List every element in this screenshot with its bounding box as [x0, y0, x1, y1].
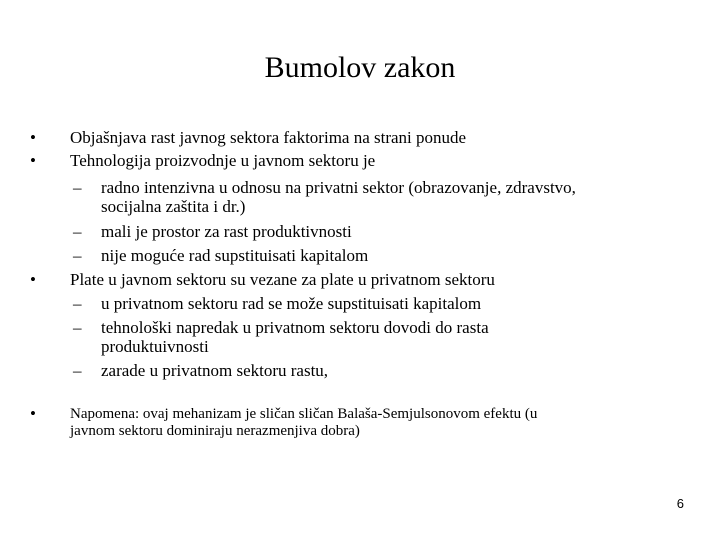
- note-text-continued: javnom sektoru dominiraju nerazmenjiva dobra): [70, 423, 360, 439]
- sub-item-text: nije moguće rad supstituisati kapitalom: [101, 246, 369, 265]
- bullet-item-text: Tehnologija proizvodnje u javnom sektoru je: [70, 151, 376, 170]
- sub-bullet-marker: –: [73, 222, 82, 241]
- bullet-item-text: Objašnjava rast javnog sektora faktorima na strani ponude: [70, 128, 467, 147]
- note-bullet-marker: •: [30, 404, 36, 423]
- bullet-marker: •: [30, 128, 36, 147]
- sub-bullet-marker: –: [73, 361, 82, 380]
- sub-item-text: u privatnom sektoru rad se može supstituisati kapitalom: [101, 294, 482, 313]
- sub-item-text: tehnološki napredak u privatnom sektoru dovodi do rasta: [101, 318, 489, 337]
- bullet-item-text: Plate u javnom sektoru su vezane za plate u privatnom sektoru: [70, 270, 495, 289]
- bullet-marker: •: [30, 270, 36, 289]
- sub-bullet-marker: –: [73, 178, 82, 197]
- slide-title: Bumolov zakon: [264, 51, 456, 84]
- sub-item-text: radno intenzivna u odnosu na privatni sektor (obrazovanje, zdravstvo,: [101, 178, 576, 197]
- note-text: Napomena: ovaj mehanizam je sličan sličan Balaša-Semjulsonovom efektu (u: [70, 406, 538, 422]
- sub-bullet-marker: –: [73, 294, 82, 313]
- sub-item-text-continued: produktuivnosti: [101, 337, 209, 356]
- sub-item-text-continued: socijalna zaštita i dr.): [101, 197, 246, 216]
- page-number: 6: [676, 496, 684, 511]
- sub-bullet-marker: –: [73, 318, 82, 337]
- sub-item-text: zarade u privatnom sektoru rastu,: [101, 361, 329, 380]
- sub-bullet-marker: –: [73, 246, 82, 265]
- bullet-marker: •: [30, 151, 36, 170]
- sub-item-text: mali je prostor za rast produktivnosti: [101, 222, 352, 241]
